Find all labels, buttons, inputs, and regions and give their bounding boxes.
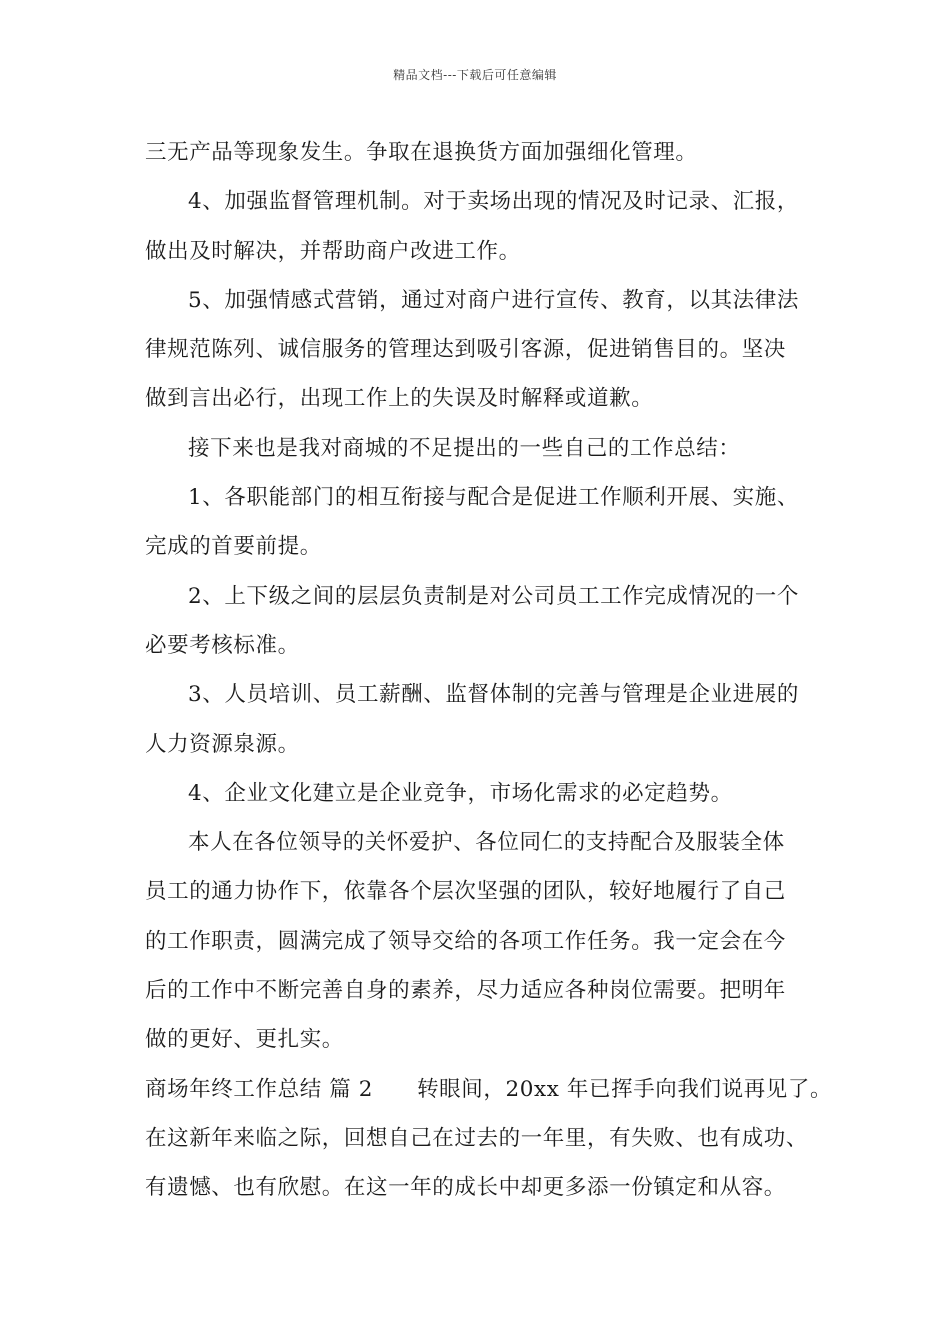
text-line: 律规范陈列、诚信服务的管理达到吸引客源，促进销售目的。坚决 <box>145 337 786 363</box>
text-line: 3、人员培训、员工薪酬、监督体制的完善与管理是企业进展的 <box>188 682 799 708</box>
text-line: 员工的通力协作下，依靠各个层次坚强的团队，较好地履行了自己 <box>145 879 786 905</box>
text-line: 做到言出必行，出现工作上的失误及时解释或道歉。 <box>145 386 654 412</box>
text-line: 三无产品等现象发生。争取在退换货方面加强细化管理。 <box>145 140 698 165</box>
section-title-line <box>145 1065 833 1114</box>
text-line: 有遗憾、也有欣慰。在这一年的成长中却更多添一份镇定和从容。 <box>145 1175 786 1201</box>
text-line: 4、加强监督管理机制。对于卖场出现的情况及时记录、汇报， <box>188 189 799 215</box>
text-line: 5、加强情感式营销，通过对商户进行宣传、教育，以其法律法 <box>188 287 799 313</box>
text-line: 4、企业文化建立是企业竞争，市场化需求的必定趋势。 <box>188 780 733 806</box>
text-line: 在这新年来临之际，回想自己在过去的一年里，有失败、也有成功、 <box>145 1125 809 1151</box>
text-line: 2、上下级之间的层层负责制是对公司员工工作完成情况的一个 <box>188 583 799 609</box>
document-body <box>145 128 833 1213</box>
text-line: 完成的首要前提。 <box>145 534 322 560</box>
text-line: 后的工作中不断完善自身的素养，尽力适应各种岗位需要。把明年 <box>145 978 786 1004</box>
text-line: 的工作职责，圆满完成了领导交给的各项工作任务。我一定会在今 <box>145 928 786 954</box>
text-line: 做的更好、更扎实。 <box>145 1027 344 1053</box>
text-line: 人力资源泉源。 <box>145 731 300 757</box>
section-title: 商场年终工作总结 篇 2 <box>145 1076 374 1102</box>
text-line: 做出及时解决，并帮助商户改进工作。 <box>145 238 521 264</box>
text-line: 1、各职能部门的相互衔接与配合是促进工作顺利开展、实施、 <box>188 485 799 511</box>
text-line: 接下来也是我对商城的不足提出的一些自己的工作总结： <box>188 435 741 461</box>
text-line: 本人在各位领导的关怀爱护、各位同仁的支持配合及服装全体 <box>188 830 785 856</box>
text-line: 必要考核标准。 <box>145 632 300 658</box>
text-line: 转眼间，20xx 年已挥手向我们说再见了。 <box>417 1076 833 1102</box>
page-header: 精品文档---下载后可任意编辑 <box>393 68 557 82</box>
